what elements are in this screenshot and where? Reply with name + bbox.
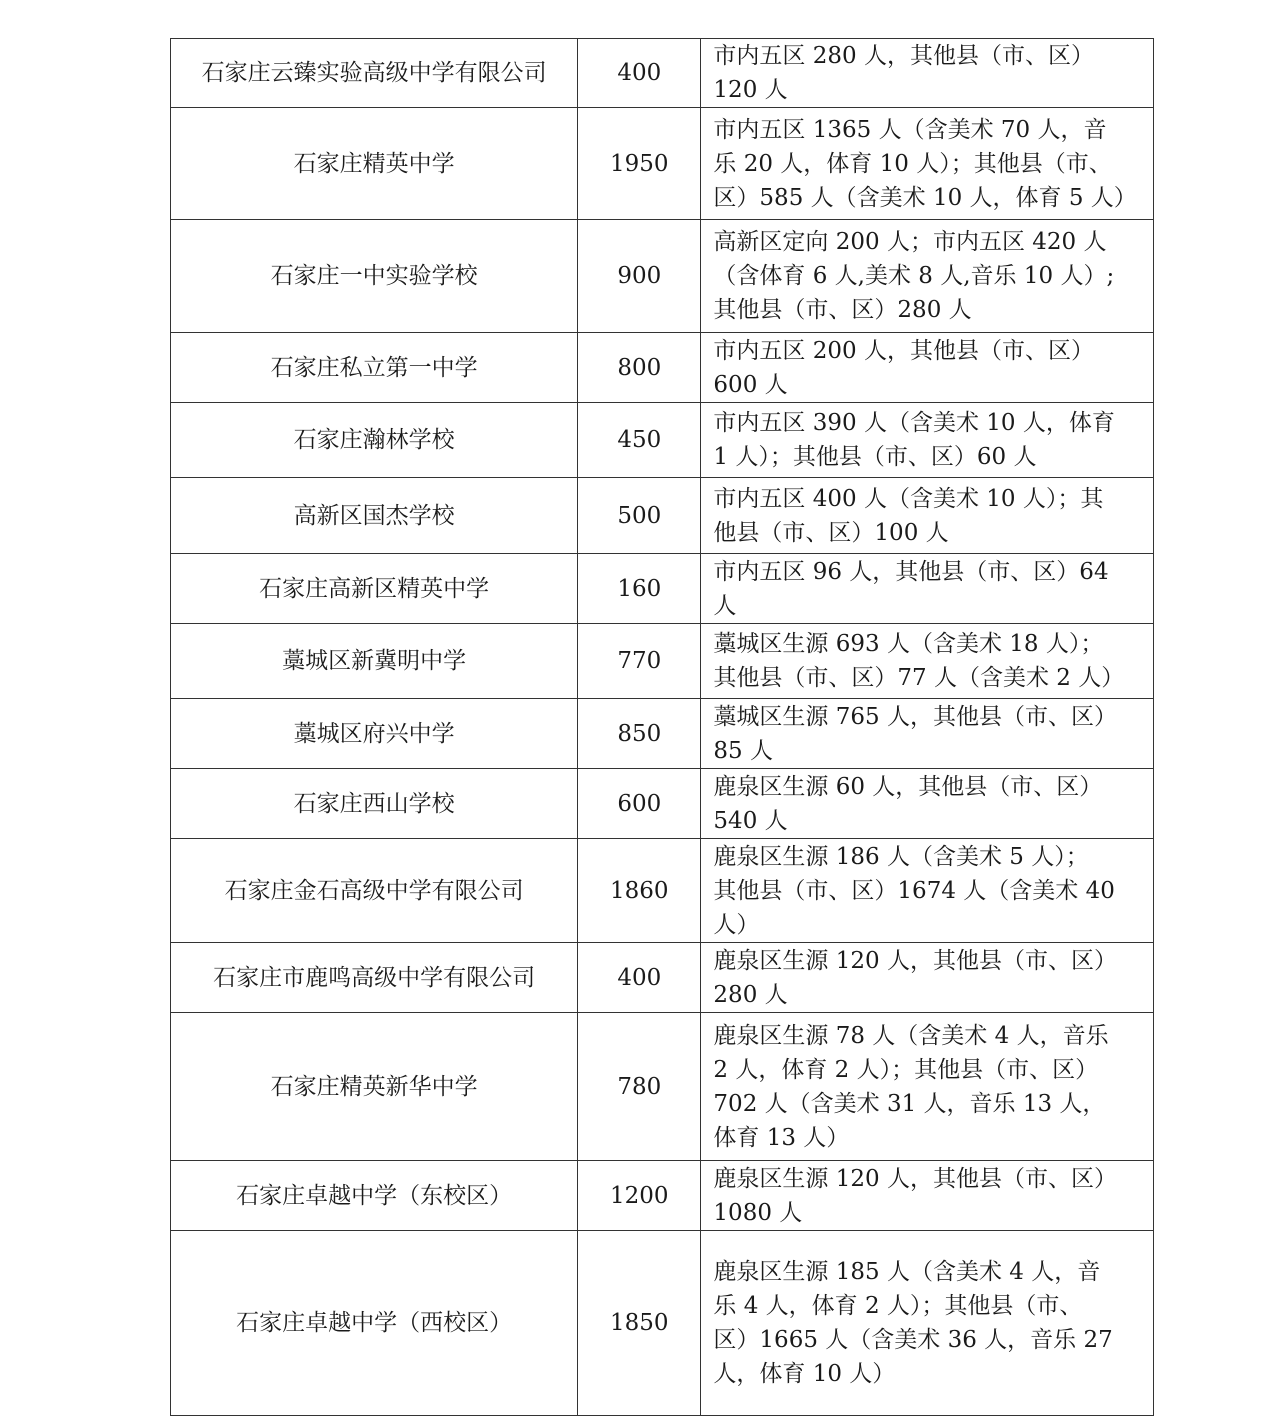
- quota-cell: 1860: [578, 839, 701, 943]
- detail-line: 其他县（市、区）1674 人（含美术 40: [713, 877, 1115, 904]
- table-row: [171, 333, 1154, 403]
- detail-line: 人）: [713, 911, 760, 938]
- source-detail-cell: [701, 478, 1154, 554]
- source-detail-cell: [701, 333, 1154, 403]
- detail-line: 鹿泉区生源 60 人，其他县（市、区）: [713, 773, 1103, 800]
- table-row: [171, 220, 1154, 333]
- detail-line: 鹿泉区生源 78 人（含美术 4 人，音乐: [713, 1022, 1109, 1049]
- table-row: [171, 39, 1154, 108]
- table-row: [171, 478, 1154, 554]
- source-detail-cell: [701, 1231, 1154, 1416]
- school-name-cell: 石家庄金石高级中学有限公司: [171, 839, 578, 943]
- detail-line: 他县（市、区）100 人: [713, 519, 949, 546]
- detail-line: 540 人: [713, 807, 788, 834]
- source-detail-cell: [701, 108, 1154, 220]
- detail-line: 乐 20 人，体育 10 人）；其他县（市、: [713, 150, 1112, 177]
- detail-line: 鹿泉区生源 120 人，其他县（市、区）: [713, 947, 1117, 974]
- detail-line: 120 人: [713, 77, 788, 103]
- source-detail-cell: [701, 699, 1154, 769]
- source-detail-cell: [701, 1161, 1154, 1231]
- quota-cell: 500: [578, 478, 701, 554]
- table-body: [171, 39, 1154, 1416]
- table-row: [171, 769, 1154, 839]
- quota-cell: 1950: [578, 108, 701, 220]
- detail-line: 区）585 人（含美术 10 人，体育 5 人）: [713, 184, 1137, 211]
- school-name-cell: 石家庄瀚林学校: [171, 403, 578, 478]
- table-row: [171, 943, 1154, 1013]
- detail-line: 乐 4 人，体育 2 人）；其他县（市、: [713, 1293, 1083, 1319]
- table-row: [171, 699, 1154, 769]
- table-row: [171, 1161, 1154, 1231]
- detail-line: 702 人（含美术 31 人，音乐 13 人，: [713, 1090, 1106, 1117]
- detail-line: 人: [713, 592, 737, 619]
- enrollment-table: [170, 38, 1154, 1416]
- detail-line: 市内五区 400 人（含美术 10 人）；其: [713, 485, 1104, 512]
- source-detail-cell: [701, 769, 1154, 839]
- school-name-cell: 高新区国杰学校: [171, 478, 578, 554]
- table-row: [171, 839, 1154, 943]
- source-detail-cell: [701, 403, 1154, 478]
- source-detail-cell: [701, 554, 1154, 624]
- quota-cell: 400: [578, 39, 701, 108]
- school-name-cell: 石家庄西山学校: [171, 769, 578, 839]
- school-name-cell: 石家庄卓越中学（西校区）: [171, 1231, 578, 1416]
- school-name-cell: 藁城区府兴中学: [171, 699, 578, 769]
- table-row: [171, 1231, 1154, 1416]
- detail-line: 藁城区生源 765 人，其他县（市、区）: [713, 703, 1117, 730]
- table-row: [171, 624, 1154, 699]
- school-name-cell: 石家庄云臻实验高级中学有限公司: [171, 39, 578, 108]
- detail-line: 1080 人: [713, 1199, 803, 1226]
- quota-cell: 800: [578, 333, 701, 403]
- table-row: [171, 108, 1154, 220]
- detail-line: 600 人: [713, 371, 788, 398]
- detail-line: 280 人: [713, 981, 788, 1008]
- school-name-cell: 石家庄卓越中学（东校区）: [171, 1161, 578, 1231]
- quota-cell: 1200: [578, 1161, 701, 1231]
- quota-cell: 850: [578, 699, 701, 769]
- detail-line: 高新区定向 200 人；市内五区 420 人: [713, 229, 1107, 255]
- detail-line: 1 人）；其他县（市、区）60 人: [713, 444, 1037, 470]
- detail-line: 市内五区 96 人，其他县（市、区）64: [713, 558, 1109, 585]
- school-name-cell: 藁城区新冀明中学: [171, 624, 578, 699]
- quota-cell: 160: [578, 554, 701, 624]
- table-row: [171, 554, 1154, 624]
- detail-line: 鹿泉区生源 120 人，其他县（市、区）: [713, 1165, 1117, 1192]
- source-detail-cell: [701, 1013, 1154, 1161]
- source-detail-cell: [701, 39, 1154, 108]
- detail-line: 市内五区 390 人（含美术 10 人，体育: [713, 410, 1115, 436]
- quota-cell: 450: [578, 403, 701, 478]
- detail-line: 区）1665 人（含美术 36 人，音乐 27: [713, 1327, 1113, 1353]
- school-name-cell: 石家庄高新区精英中学: [171, 554, 578, 624]
- source-detail-cell: [701, 624, 1154, 699]
- school-name-cell: 石家庄一中实验学校: [171, 220, 578, 333]
- detail-line: 鹿泉区生源 186 人（含美术 5 人）；: [713, 843, 1089, 870]
- detail-line: 藁城区生源 693 人（含美术 18 人）；: [713, 631, 1104, 657]
- detail-line: 鹿泉区生源 185 人（含美术 4 人，音: [713, 1259, 1101, 1285]
- quota-cell: 600: [578, 769, 701, 839]
- source-detail-cell: [701, 220, 1154, 333]
- detail-line: 其他县（市、区）280 人: [713, 297, 972, 323]
- school-name-cell: 石家庄精英新华中学: [171, 1013, 578, 1161]
- detail-line: 市内五区 1365 人（含美术 70 人，音: [713, 116, 1107, 143]
- quota-cell: 400: [578, 943, 701, 1013]
- quota-cell: 780: [578, 1013, 701, 1161]
- quota-cell: 1850: [578, 1231, 701, 1416]
- source-detail-cell: [701, 943, 1154, 1013]
- table-row: [171, 403, 1154, 478]
- school-name-cell: 石家庄市鹿鸣高级中学有限公司: [171, 943, 578, 1013]
- detail-line: 市内五区 200 人，其他县（市、区）: [713, 337, 1094, 364]
- detail-line: 其他县（市、区）77 人（含美术 2 人）: [713, 665, 1125, 691]
- school-name-cell: 石家庄精英中学: [171, 108, 578, 220]
- school-name-cell: 石家庄私立第一中学: [171, 333, 578, 403]
- detail-line: 2 人，体育 2 人）；其他县（市、区）: [713, 1056, 1099, 1083]
- detail-line: 体育 13 人）: [713, 1124, 850, 1151]
- quota-cell: 770: [578, 624, 701, 699]
- detail-line: 市内五区 280 人，其他县（市、区）: [713, 43, 1094, 69]
- detail-line: （含体育 6 人,美术 8 人,音乐 10 人）;: [713, 263, 1115, 289]
- source-detail-cell: [701, 839, 1154, 943]
- table-row: [171, 1013, 1154, 1161]
- quota-cell: 900: [578, 220, 701, 333]
- detail-line: 人，体育 10 人）: [713, 1361, 896, 1387]
- detail-line: 85 人: [713, 737, 773, 764]
